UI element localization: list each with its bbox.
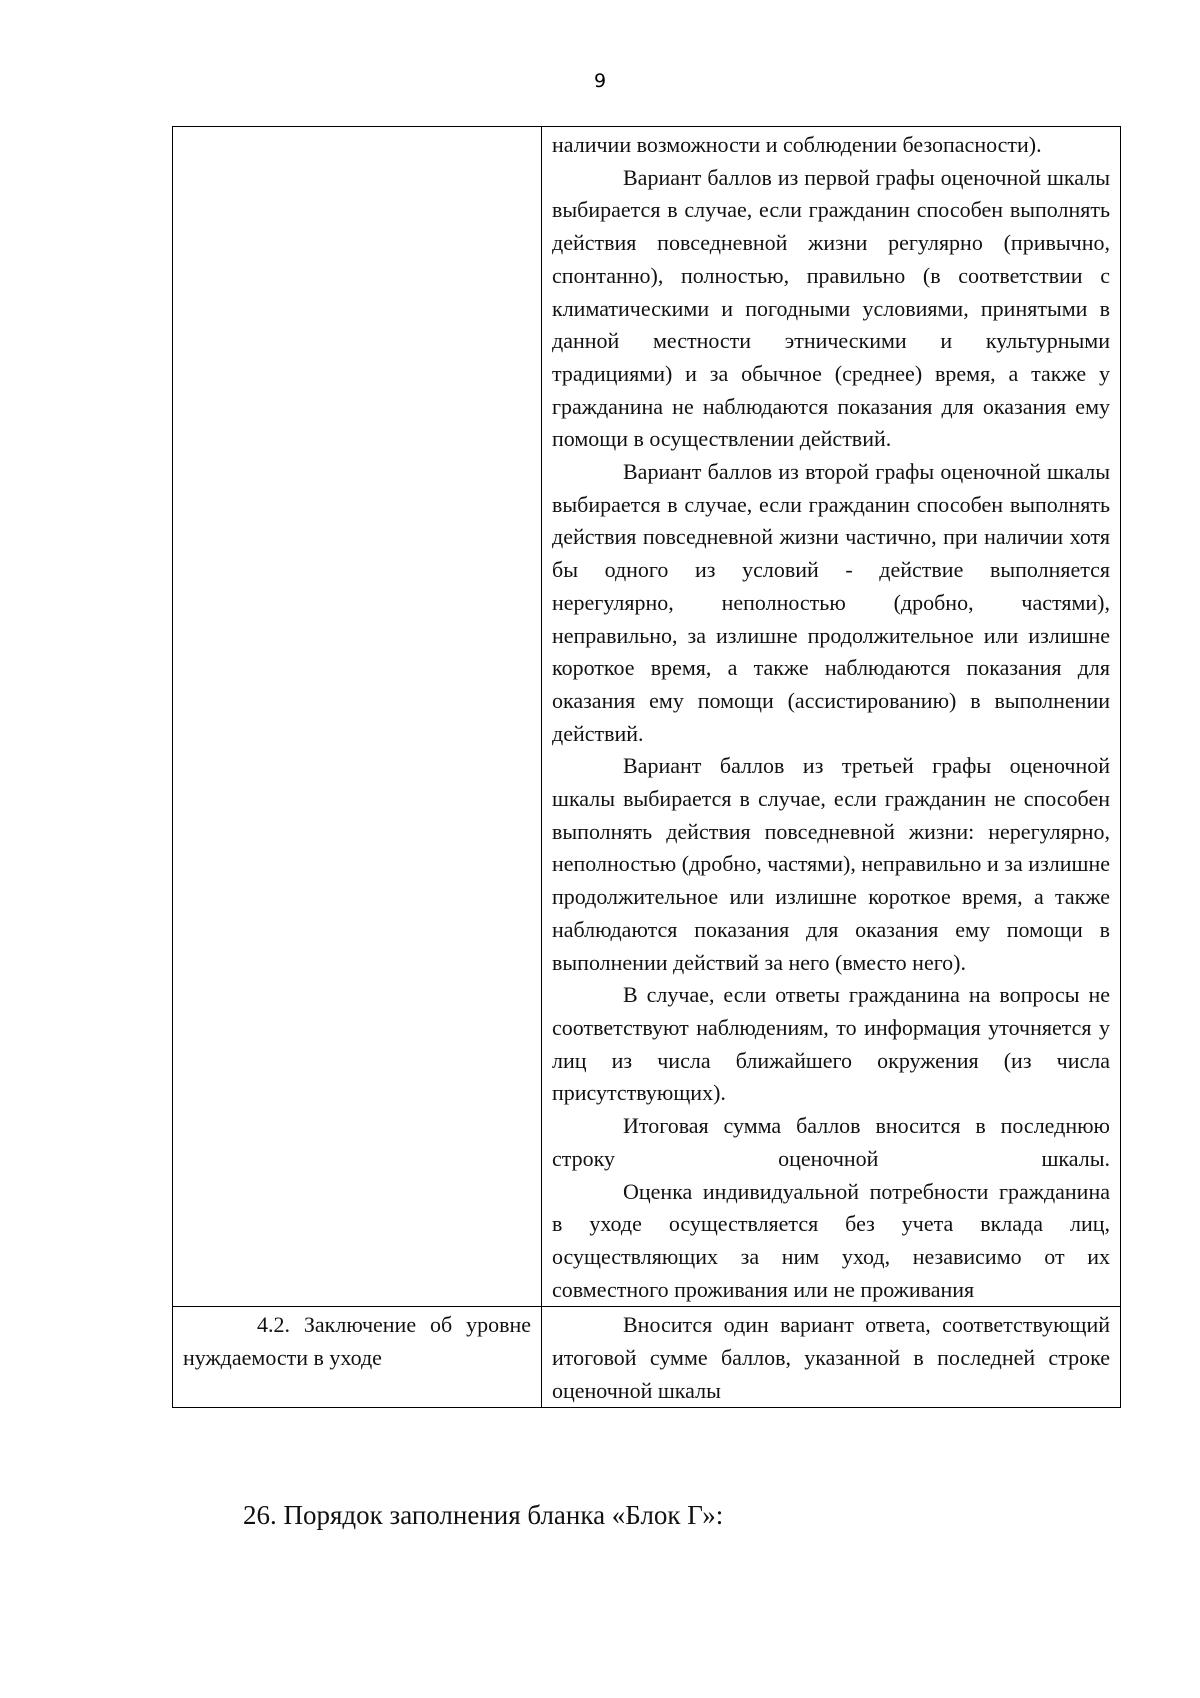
- continuation-text: наличии возможности и соблюдении безопасности).: [552, 132, 1042, 157]
- row1-right-cell: [542, 127, 1121, 1307]
- conclusion-text: Вносится один вариант ответа, соответствующий итоговой сумме баллов, указанной в последней строке оценочной шкалы: [552, 1312, 1110, 1403]
- paragraph-second-column: Вариант баллов из второй графы оценочной шкалы выбирается в случае, если гражданин способен выполнять действия повседневной жизни частично, при наличии хотя бы одного из условий - действие выполняется нерегулярно, неполностью (дробно, частями), неправильно, за излишне продолжительное или излишне короткое время, а также наблюдаются показания для оказания ему помощи (ассистированию) в выполнении действий.: [552, 459, 1110, 746]
- row2-right-cell: [542, 1307, 1121, 1408]
- instructions-table: [172, 126, 1121, 1408]
- table-row: [173, 127, 1121, 1307]
- section-heading: 26. Порядок заполнения бланка «Блок Г»:: [243, 1500, 724, 1530]
- conclusion-label: 4.2. Заключение об уровне нуждаемости в уходе: [183, 1312, 531, 1371]
- row2-left-cell: [173, 1307, 542, 1408]
- table-row: [173, 1307, 1121, 1408]
- paragraph-first-column: Вариант баллов из первой графы оценочной шкалы выбирается в случае, если гражданин способен выполнять действия повседневной жизни регулярно (привычно, спонтанно), полностью, правильно (в соответствии с климатическими и погодными условиями, принятыми в данной местности этническими и культурными традициями) и за обычное (среднее) время, а также у гражданина не наблюдаются показания для оказания ему помощи в осуществлении действий.: [552, 164, 1110, 452]
- page-number: 9: [593, 70, 607, 92]
- paragraph-total-score: Итоговая сумма баллов вносится в последнюю строку оценочной шкалы.: [552, 1113, 1110, 1171]
- row1-left-cell: [173, 127, 542, 1307]
- paragraph-assessment: Оценка индивидуальной потребности гражданина в уходе осуществляется без учета вклада лиц, осуществляющих за ним уход, независимо от их совместного проживания или не проживания: [552, 1178, 1110, 1302]
- paragraph-verification: В случае, если ответы гражданина на вопросы не соответствуют наблюдениям, то информация уточняется у лиц из числа ближайшего окружения (из числа присутствующих).: [552, 982, 1110, 1106]
- paragraph-third-column: Вариант баллов из третьей графы оценочной шкалы выбирается в случае, если гражданин не способен выполнять действия повседневной жизни: нерегулярно, неполностью (дробно, частями), неправильно и за излишне продолжительное или излишне короткое время, а также наблюдаются показания для оказания ему помощи в выполнении действий за него (вместо него).: [552, 753, 1110, 975]
